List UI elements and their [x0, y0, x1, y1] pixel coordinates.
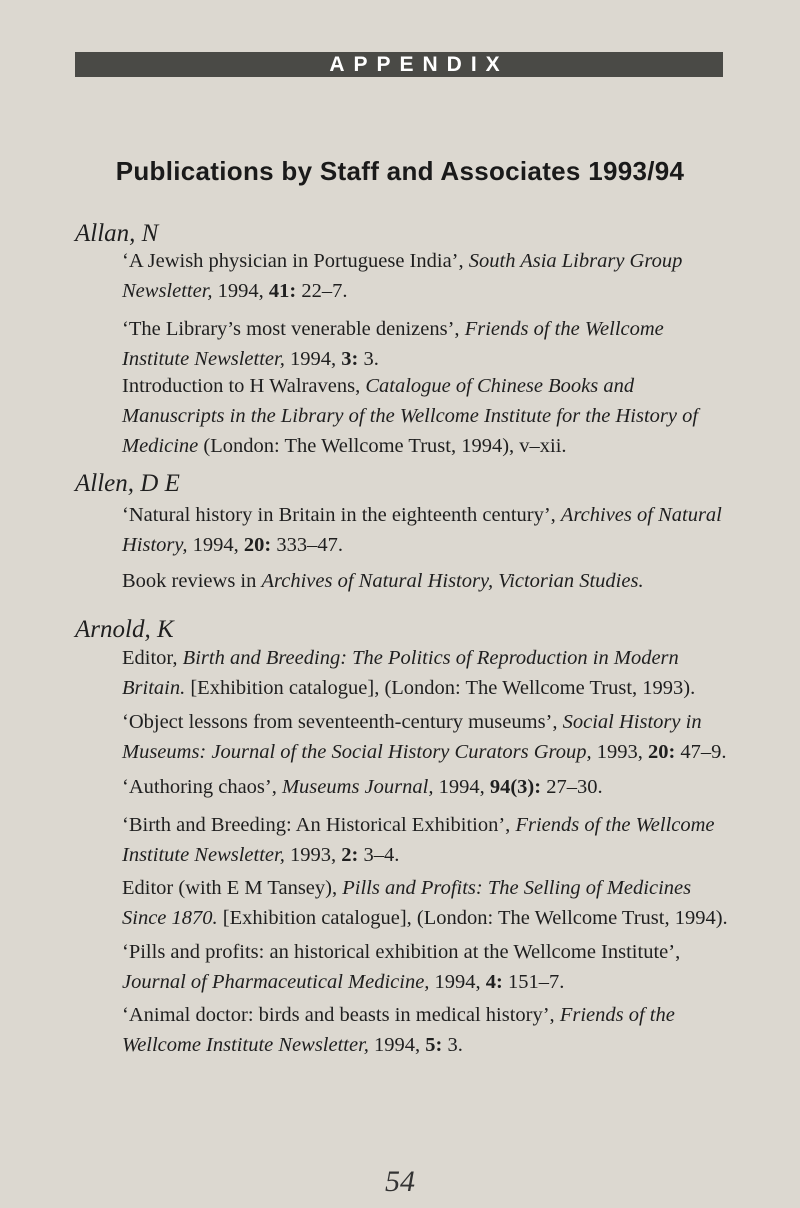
entry-text: 1993, — [591, 741, 648, 763]
publication-entry — [122, 873, 732, 933]
volume-number: 41: — [268, 280, 297, 302]
italic-title: Friends of the Wellcome Institute Newsletter, — [122, 814, 715, 866]
italic-title: Pills and Profits: The Selling of Medicines Since 1870. — [122, 877, 692, 929]
volume-number: 5: — [425, 1034, 443, 1056]
italic-title: Social History in Museums: Journal of the Social History Curators Group, — [122, 711, 702, 763]
entry-text: (London: The Wellcome Trust, 1994), v–xii. — [198, 435, 567, 457]
italic-title: Catalogue of Chinese Books and Manuscripts in the Library of the Wellcome Institute for the History of Medicine — [122, 375, 699, 457]
author-heading: Arnold, K — [75, 616, 174, 643]
italic-title: Friends of the Wellcome Institute Newsletter, — [122, 318, 664, 370]
italic-title: South Asia Library Group Newsletter, — [122, 250, 683, 302]
publication-entry — [122, 246, 732, 306]
italic-title: Archives of Natural History, Victorian Studies. — [261, 570, 644, 592]
entry-text: 1994, — [368, 1034, 426, 1056]
italic-title: Birth and Breeding: The Politics of Reproduction in Modern Britain. — [122, 647, 679, 699]
volume-number: 20: — [243, 534, 272, 556]
entry-text: ‘Animal doctor: birds and beasts in medical history’, — [122, 1004, 560, 1026]
entry-text: ‘Natural history in Britain in the eighteenth century’, — [122, 504, 561, 526]
italic-title: Museums Journal, — [281, 776, 434, 798]
publication-entry — [122, 772, 732, 802]
entry-text: ‘Authoring chaos’, — [122, 776, 282, 798]
entry-text: 1993, — [284, 844, 342, 866]
entry-text: ‘The Library’s most venerable denizens’, — [122, 318, 465, 340]
entry-text: Introduction to H Walravens, — [122, 375, 366, 397]
appendix-label: APPENDIX — [329, 52, 509, 76]
entry-text: 1994, — [212, 280, 269, 302]
entry-text: [Exhibition catalogue], (London: The Wellcome Trust, 1994). — [217, 907, 728, 929]
entry-text: ‘Birth and Breeding: An Historical Exhibition’, — [122, 814, 516, 836]
entry-text: Book reviews in — [122, 570, 262, 592]
entry-text: 3. — [358, 348, 379, 370]
publication-entry — [122, 500, 732, 560]
publication-entry — [122, 1000, 732, 1060]
entry-text: ‘A Jewish physician in Portuguese India’, — [122, 250, 469, 272]
author-heading: Allan, N — [75, 220, 159, 247]
italic-title: Journal of Pharmaceutical Medicine, — [122, 971, 430, 993]
entry-text: ‘Pills and profits: an historical exhibition at the Wellcome Institute’, — [122, 941, 681, 963]
publication-entry — [122, 643, 732, 703]
entry-text: [Exhibition catalogue], (London: The Wellcome Trust, 1993). — [185, 677, 696, 699]
appendix-banner — [75, 52, 723, 77]
publication-entry — [122, 371, 732, 461]
publication-entry — [122, 314, 732, 374]
italic-title: Friends of the Wellcome Institute Newsletter, — [122, 1004, 675, 1056]
publication-entry — [122, 707, 732, 767]
publication-entry — [122, 566, 732, 596]
italic-title: Archives of Natural History, — [122, 504, 722, 556]
entry-text: 1994, — [429, 971, 486, 993]
volume-number: 20: — [647, 741, 676, 763]
entry-text: 151–7. — [502, 971, 565, 993]
entry-text: 1994, — [187, 534, 244, 556]
entry-text: Editor (with E M Tansey), — [122, 877, 343, 899]
entry-text: 47–9. — [675, 741, 727, 763]
volume-number: 94(3): — [489, 776, 542, 798]
page-title: Publications by Staff and Associates 1993/94 — [115, 156, 685, 186]
volume-number: 3: — [341, 348, 359, 370]
publication-entry — [122, 810, 732, 870]
entry-text: 22–7. — [296, 280, 348, 302]
entry-text: 3–4. — [358, 844, 400, 866]
entry-text: 3. — [442, 1034, 463, 1056]
volume-number: 2: — [341, 844, 359, 866]
entry-text: 1994, — [284, 348, 342, 370]
author-heading: Allen, D E — [75, 470, 180, 497]
entry-text: 1994, — [433, 776, 490, 798]
entry-text: 333–47. — [271, 534, 343, 556]
entry-text: 27–30. — [541, 776, 603, 798]
publication-entry — [122, 937, 732, 997]
volume-number: 4: — [485, 971, 503, 993]
entry-text: ‘Object lessons from seventeenth-century museums’, — [122, 711, 563, 733]
entry-text: Editor, — [122, 647, 183, 669]
page-number: 54 — [385, 1165, 415, 1198]
